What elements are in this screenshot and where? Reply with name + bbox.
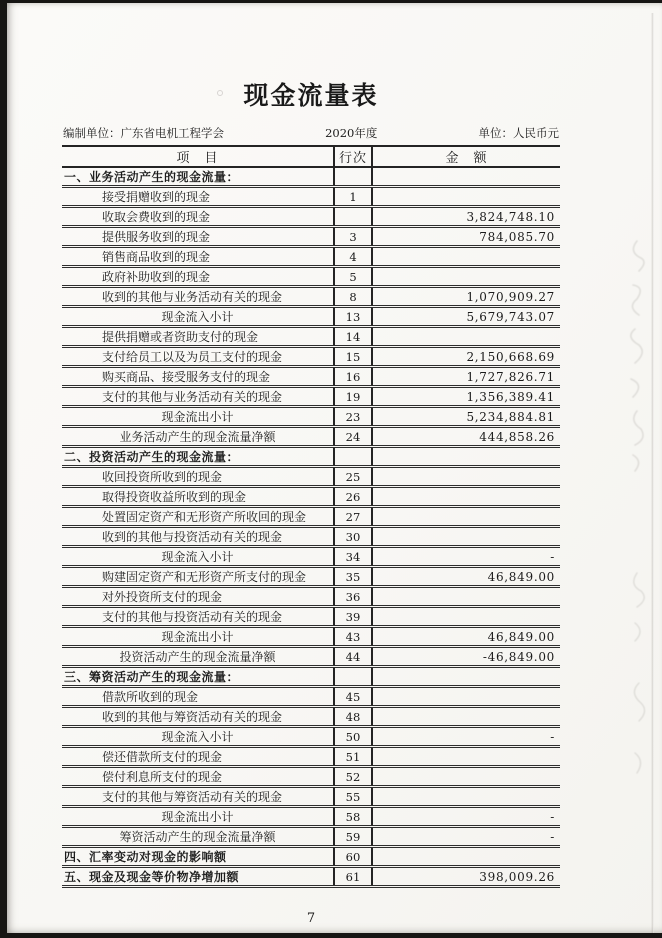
- row-item-label: 偿付利息所支付的现金: [62, 767, 334, 787]
- row-item-label: 现金流入小计: [62, 727, 334, 747]
- row-line-no: 48: [334, 707, 372, 727]
- row-amount: 1,727,826.71: [372, 367, 560, 387]
- table-row: [62, 847, 560, 867]
- row-line-no: 30: [334, 527, 372, 547]
- table-row: [62, 587, 560, 607]
- row-amount: 46,849.00: [372, 567, 560, 587]
- row-amount: [372, 587, 560, 607]
- col-header-item: 项 目: [62, 146, 334, 167]
- table-row: [62, 667, 560, 687]
- table-row: [62, 427, 560, 447]
- row-amount: 5,679,743.07: [372, 307, 560, 327]
- row-item-label: 借款所收到的现金: [62, 687, 334, 707]
- row-line-no: 45: [334, 687, 372, 707]
- row-amount: [372, 267, 560, 287]
- row-amount: [372, 447, 560, 467]
- row-item-label: 支付的其他与筹资活动有关的现金: [62, 787, 334, 807]
- table-row: [62, 627, 560, 647]
- row-amount: -: [372, 827, 560, 847]
- row-amount: 5,234,884.81: [372, 407, 560, 427]
- row-amount: 1,070,909.27: [372, 287, 560, 307]
- table-row: [62, 287, 560, 307]
- row-line-no: 25: [334, 467, 372, 487]
- row-line-no: 50: [334, 727, 372, 747]
- table-row: [62, 787, 560, 807]
- row-item-label: 接受捐赠收到的现金: [62, 187, 334, 207]
- meta-currency-unit: 单位：人民币元: [478, 126, 559, 140]
- row-amount: 3,824,748.10: [372, 207, 560, 227]
- row-amount: [372, 487, 560, 507]
- col-header-line-no: 行次: [334, 146, 372, 167]
- row-item-label: 收到的其他与筹资活动有关的现金: [62, 707, 334, 727]
- table-row: [62, 407, 560, 427]
- table-row: [62, 447, 560, 467]
- row-amount: [372, 747, 560, 767]
- row-line-no: 52: [334, 767, 372, 787]
- row-item-label: 业务活动产生的现金流量净额: [62, 427, 334, 447]
- row-amount: [372, 187, 560, 207]
- row-line-no: 24: [334, 427, 372, 447]
- page-title: 现金流量表: [243, 81, 379, 110]
- row-item-label: 支付的其他与投资活动有关的现金: [62, 607, 334, 627]
- row-item-label: 收回投资所收到的现金: [62, 467, 334, 487]
- row-item-label: 对外投资所支付的现金: [62, 587, 334, 607]
- row-item-label: 收取会费收到的现金: [62, 207, 334, 227]
- row-line-no: 36: [334, 587, 372, 607]
- table-row: [62, 547, 560, 567]
- row-item-label: 支付的其他与业务活动有关的现金: [62, 387, 334, 407]
- row-amount: [372, 507, 560, 527]
- table-row: [62, 187, 560, 207]
- row-line-no: 14: [334, 327, 372, 347]
- meta-fiscal-year: 2020年度: [325, 126, 378, 140]
- handwriting-artifact: [615, 563, 655, 793]
- row-line-no: [334, 667, 372, 687]
- row-amount: [372, 327, 560, 347]
- table-row: [62, 247, 560, 267]
- row-amount: -46,849.00: [372, 647, 560, 667]
- row-line-no: 44: [334, 647, 372, 667]
- row-line-no: 58: [334, 807, 372, 827]
- row-item-label: 四、汇率变动对现金的影响额: [62, 847, 334, 867]
- meta-row: [62, 125, 560, 141]
- table-row: [62, 267, 560, 287]
- row-line-no: 1: [334, 187, 372, 207]
- row-line-no: 4: [334, 247, 372, 267]
- table-row: [62, 807, 560, 827]
- table-row: [62, 327, 560, 347]
- table-row: [62, 227, 560, 247]
- row-amount: [372, 847, 560, 867]
- row-line-no: 59: [334, 827, 372, 847]
- row-item-label: 投资活动产生的现金流量净额: [62, 647, 334, 667]
- row-item-label: 偿还借款所支付的现金: [62, 747, 334, 767]
- table-row: [62, 707, 560, 727]
- row-item-label: 处置固定资产和无形资产所收回的现金: [62, 507, 334, 527]
- row-amount: [372, 607, 560, 627]
- row-item-label: 现金流出小计: [62, 807, 334, 827]
- row-amount: -: [372, 727, 560, 747]
- row-amount: 1,356,389.41: [372, 387, 560, 407]
- table-row: [62, 167, 560, 187]
- page-number: 7: [306, 911, 316, 926]
- row-line-no: 16: [334, 367, 372, 387]
- row-line-no: [334, 167, 372, 187]
- row-amount: [372, 707, 560, 727]
- table-row: [62, 687, 560, 707]
- col-header-amount: 金 额: [372, 146, 560, 167]
- table-row: [62, 207, 560, 227]
- row-line-no: 60: [334, 847, 372, 867]
- row-line-no: 39: [334, 607, 372, 627]
- row-line-no: 26: [334, 487, 372, 507]
- row-amount: 784,085.70: [372, 227, 560, 247]
- table-row: [62, 487, 560, 507]
- document-page: [7, 3, 662, 933]
- table-row: [62, 647, 560, 667]
- row-amount: -: [372, 807, 560, 827]
- row-amount: [372, 787, 560, 807]
- row-item-label: 现金流出小计: [62, 407, 334, 427]
- table-row: [62, 467, 560, 487]
- row-amount: 2,150,668.69: [372, 347, 560, 367]
- table-row: [62, 347, 560, 367]
- table-row: [62, 307, 560, 327]
- row-line-no: [334, 207, 372, 227]
- table-row: [62, 387, 560, 407]
- table-row: [62, 727, 560, 747]
- row-item-label: 筹资活动产生的现金流量净额: [62, 827, 334, 847]
- handwriting-artifact: [607, 233, 655, 483]
- page-fold-artifact: [651, 13, 654, 933]
- table-row: [62, 767, 560, 787]
- row-item-label: 购建固定资产和无形资产所支付的现金: [62, 567, 334, 587]
- row-item-label: 销售商品收到的现金: [62, 247, 334, 267]
- row-item-label: 现金流入小计: [62, 547, 334, 567]
- table-row: [62, 827, 560, 847]
- row-line-no: 3: [334, 227, 372, 247]
- row-amount: 398,009.26: [372, 867, 560, 887]
- row-line-no: 55: [334, 787, 372, 807]
- row-item-label: 现金流出小计: [62, 627, 334, 647]
- row-item-label: 三、筹资活动产生的现金流量：: [62, 667, 334, 687]
- table-row: [62, 867, 560, 887]
- row-line-no: 19: [334, 387, 372, 407]
- row-amount: [372, 467, 560, 487]
- row-line-no: 8: [334, 287, 372, 307]
- row-line-no: 13: [334, 307, 372, 327]
- row-amount: [372, 247, 560, 267]
- row-item-label: 支付给员工以及为员工支付的现金: [62, 347, 334, 367]
- row-amount: 444,858.26: [372, 427, 560, 447]
- row-item-label: 取得投资收益所收到的现金: [62, 487, 334, 507]
- row-item-label: 五、现金及现金等价物净增加额: [62, 867, 334, 887]
- row-item-label: 政府补助收到的现金: [62, 267, 334, 287]
- row-line-no: 23: [334, 407, 372, 427]
- cash-flow-table: [62, 145, 560, 888]
- meta-prepared-by: 编制单位：广东省电机工程学会: [63, 126, 224, 140]
- document-content: [62, 3, 560, 926]
- table-row: [62, 607, 560, 627]
- table-row: [62, 567, 560, 587]
- table-header-row: [62, 146, 560, 167]
- table-row: [62, 527, 560, 547]
- row-line-no: [334, 447, 372, 467]
- row-amount: [372, 767, 560, 787]
- row-amount: [372, 527, 560, 547]
- row-item-label: 提供捐赠或者资助支付的现金: [62, 327, 334, 347]
- row-line-no: 34: [334, 547, 372, 567]
- row-line-no: 27: [334, 507, 372, 527]
- row-amount: [372, 167, 560, 187]
- row-line-no: 51: [334, 747, 372, 767]
- row-line-no: 35: [334, 567, 372, 587]
- row-item-label: 二、投资活动产生的现金流量：: [62, 447, 334, 467]
- row-amount: -: [372, 547, 560, 567]
- row-item-label: 收到的其他与业务活动有关的现金: [62, 287, 334, 307]
- row-item-label: 收到的其他与投资活动有关的现金: [62, 527, 334, 547]
- row-line-no: 5: [334, 267, 372, 287]
- row-item-label: 提供服务收到的现金: [62, 227, 334, 247]
- row-item-label: 一、业务活动产生的现金流量：: [62, 167, 334, 187]
- table-row: [62, 507, 560, 527]
- table-row: [62, 747, 560, 767]
- row-amount: [372, 687, 560, 707]
- row-line-no: 43: [334, 627, 372, 647]
- row-item-label: 现金流入小计: [62, 307, 334, 327]
- row-item-label: 购买商品、接受服务支付的现金: [62, 367, 334, 387]
- row-line-no: 15: [334, 347, 372, 367]
- row-amount: [372, 667, 560, 687]
- row-line-no: 61: [334, 867, 372, 887]
- row-amount: 46,849.00: [372, 627, 560, 647]
- table-row: [62, 367, 560, 387]
